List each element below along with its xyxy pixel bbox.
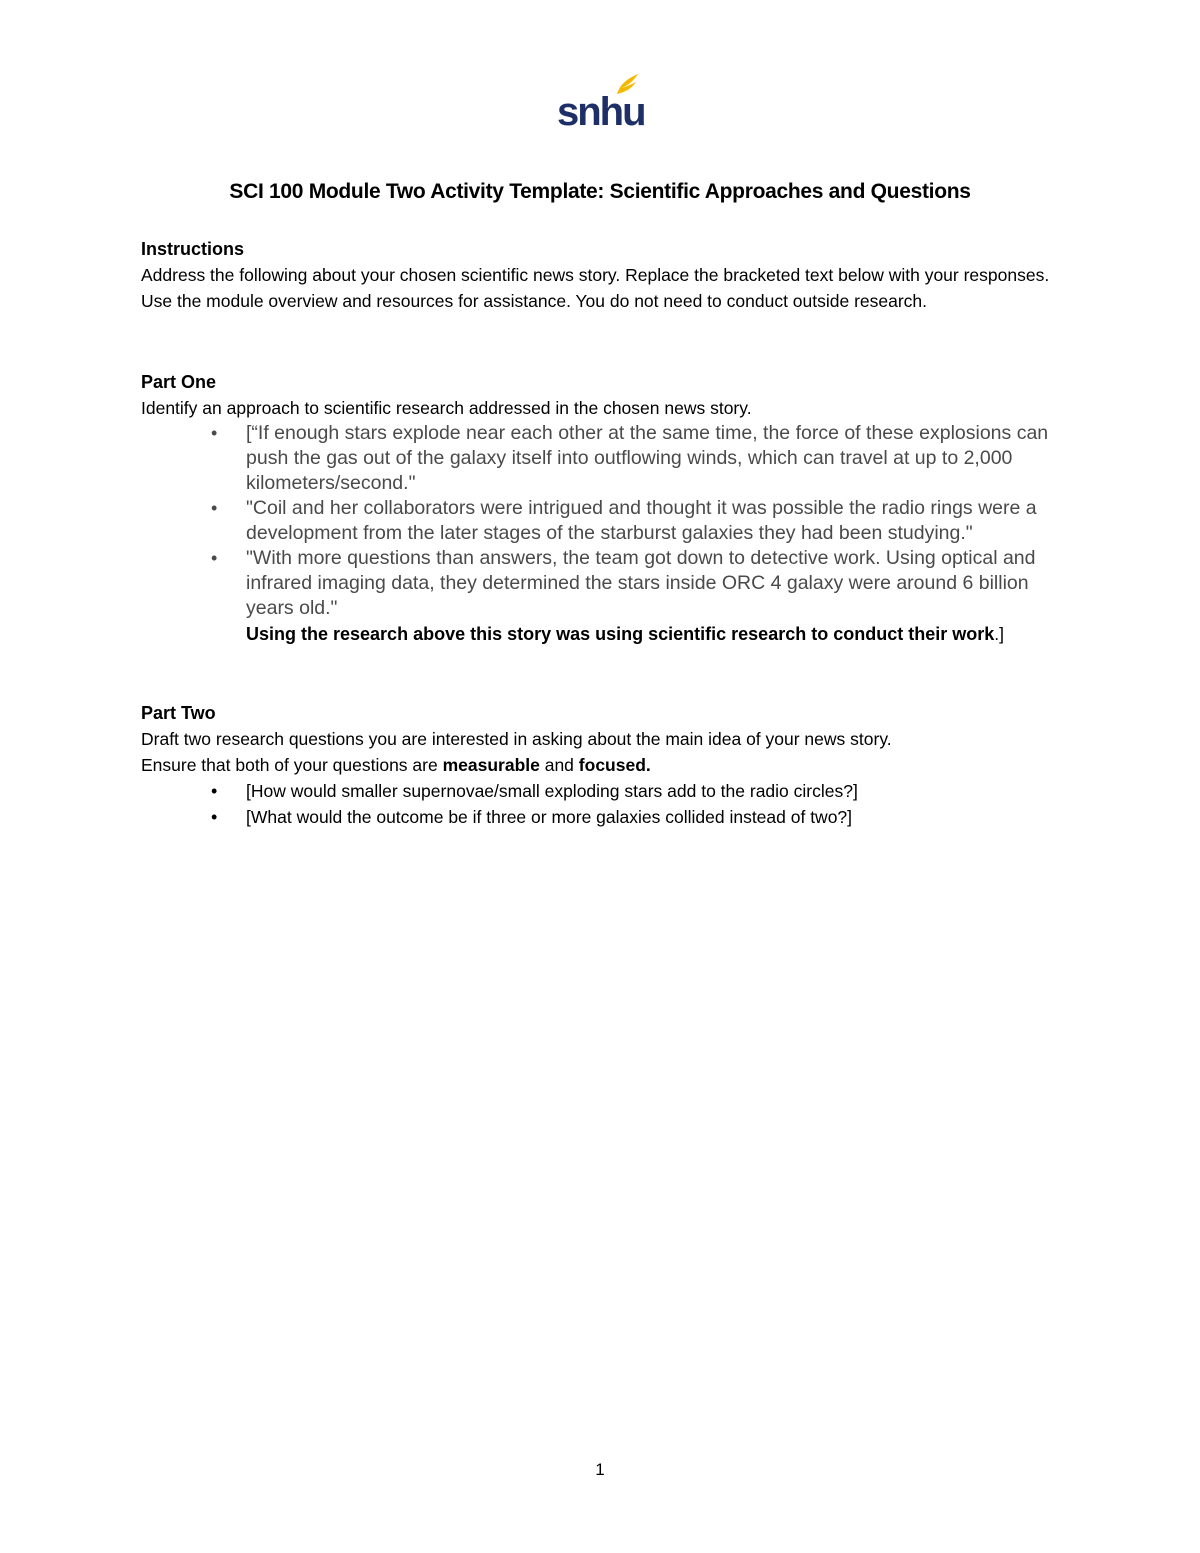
- part-one-bullet-list: [141, 421, 1061, 647]
- bullet-icon: •: [211, 548, 218, 568]
- prompt-line2-start: Ensure that both of your questions are: [141, 755, 443, 775]
- bullet-icon: •: [211, 498, 218, 518]
- list-item: [141, 778, 1061, 804]
- part-two-prompt-line1: Draft two research questions you are interested in asking about the main idea of your news story.: [141, 729, 892, 749]
- bullet-text: [What would the outcome be if three or more galaxies collided instead of two?]: [246, 807, 853, 827]
- logo-text: snhu: [557, 90, 645, 134]
- list-item: [141, 421, 1061, 496]
- list-item: [141, 546, 1061, 621]
- part-two-prompt-line2: [141, 752, 1061, 778]
- bullet-text: "With more questions than answers, the team got down to detective work. Using optical and infrared imaging data, they determined the stars inside ORC 4 galaxy were around 6 billion years old.": [246, 547, 1036, 619]
- instructions-section: [141, 236, 1061, 314]
- part-two-heading: Part Two: [141, 703, 216, 723]
- instructions-heading: Instructions: [141, 239, 245, 259]
- conclusion-text: Using the research above this story was using scientific research to conduct their work: [246, 624, 995, 644]
- page-title: SCI 100 Module Two Activity Template: Scientific Approaches and Questions: [229, 180, 971, 203]
- bullet-icon: •: [211, 781, 218, 801]
- focused-word: focused.: [578, 755, 651, 775]
- list-item: [141, 804, 1061, 830]
- bullet-text: [How would smaller supernovae/small exploding stars add to the radio circles?]: [246, 781, 858, 801]
- conclusion-line: [141, 621, 1061, 647]
- page-number: 1: [595, 1460, 605, 1479]
- bullet-icon: •: [211, 807, 218, 827]
- prompt-and: and: [539, 755, 579, 775]
- part-one-prompt: Identify an approach to scientific research addressed in the chosen news story.: [141, 398, 752, 418]
- measurable-word: measurable: [442, 755, 540, 775]
- bullet-icon: •: [211, 423, 218, 443]
- part-two-section: [141, 700, 1061, 830]
- bullet-text: [“If enough stars explode near each other at the same time, the force of these explosions can push the gas out of the galaxy itself into outflowing winds, which can travel at up to 2,000 kilometers/second.": [246, 422, 1049, 494]
- part-one-heading: Part One: [141, 372, 217, 392]
- list-item: [141, 496, 1061, 546]
- instructions-body: Address the following about your chosen scientific news story. Replace the bracketed text below with your responses. Use the module overview and resources for assistance. You do not need to conduct outside research.: [141, 265, 1050, 311]
- part-two-bullet-list: [141, 778, 1061, 830]
- conclusion-end: .]: [994, 624, 1004, 644]
- bullet-text: "Coil and her collaborators were intrigued and thought it was possible the radio rings were a development from the later stages of the starburst galaxies they had been studying.": [246, 497, 1037, 544]
- part-one-section: [141, 369, 1061, 647]
- snhu-logo: [554, 72, 644, 134]
